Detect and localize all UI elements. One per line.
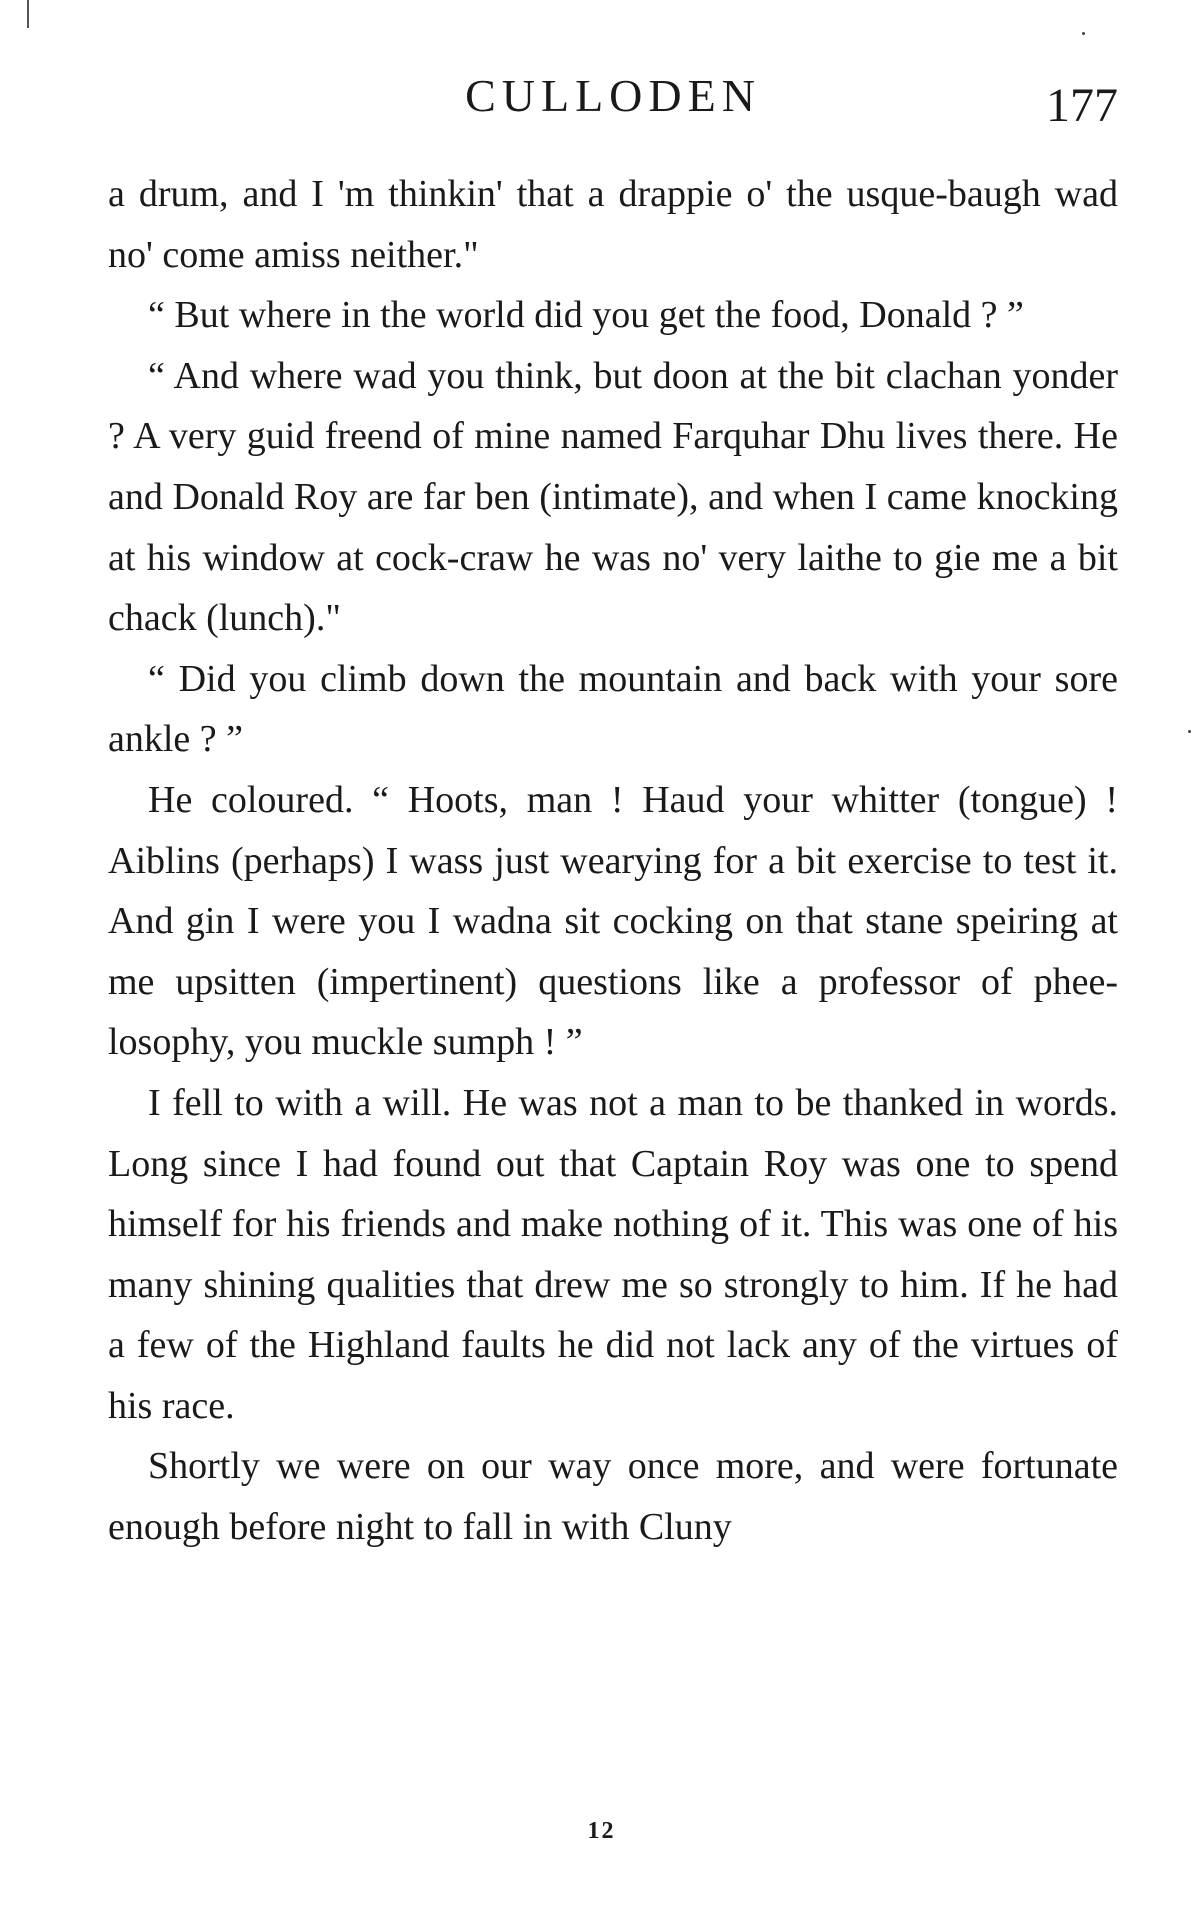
signature-mark: 12 (587, 1818, 616, 1844)
paragraph: Shortly we were on our way once more, and were fortunate enough before night to fall in with Cluny (108, 1445, 1118, 1549)
paragraph: “ Did you climb down the mountain and back with your sore ankle ? ” (108, 657, 1118, 761)
running-head (108, 62, 1118, 132)
paragraph: “ But where in the world did you get the food, Donald ? ” (148, 294, 1024, 337)
paragraph: “ And where wad you think, but doon at the bit clachan yonder ? A very guid freend of mine named Farquhar Dhu lives there. He and Donald Roy are far ben (intimate), and when I came knocking at his window at cock-craw he was no' very laithe to gie me a bit chack (lunch)." (108, 354, 1118, 640)
paragraph: a drum, and I 'm thinkin' that a drappie o' the usque-baugh wad no' come amiss neither." (108, 173, 1118, 276)
paragraph: I fell to with a will. He was not a man to be thanked in words. Long since I had found out that Captain Roy was one to spend himself for his friends and make nothing of it. This was one of his many shining qualities that drew me so strongly to him. If he had a few of the Highland faults he did not lack any of the virtues of his race. (108, 1081, 1118, 1427)
scan-artifact-line (27, 0, 29, 28)
paragraph: He coloured. “ Hoots, man ! Haud your whitter (tongue) ! Aiblins (perhaps) I wass just wearying for a bit exercise to test it. And gin I were you I wadna sit cocking on that stane speiring at me upsitten (impertinent) questions like a professor of phee-losophy, you muckle sumph ! ” (108, 778, 1118, 1064)
scan-artifact-dot (1188, 730, 1191, 733)
page-number: 177 (1046, 79, 1118, 132)
scan-artifact-dot (1082, 32, 1085, 35)
body-text (108, 164, 1118, 1558)
chapter-title: CULLODEN (465, 70, 761, 121)
